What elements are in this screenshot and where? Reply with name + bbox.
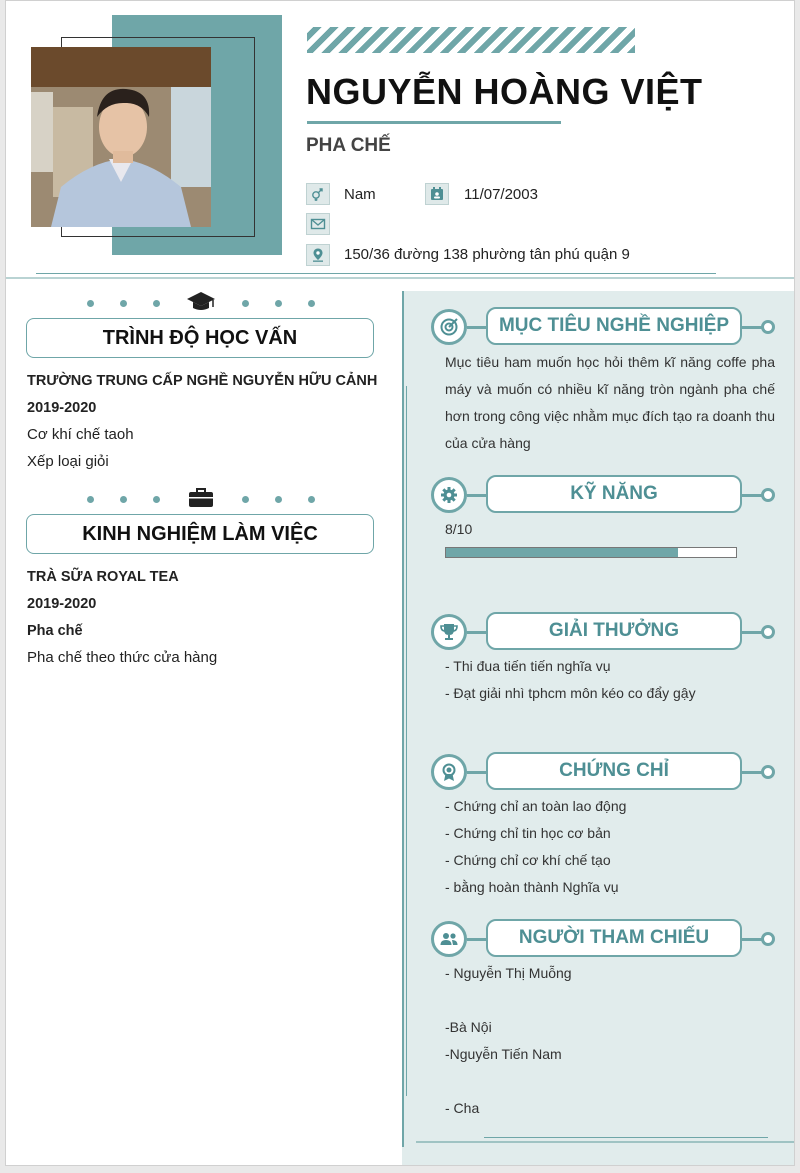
education-divider <box>26 290 376 316</box>
gender-icon <box>306 183 330 205</box>
skill-level-fill <box>446 548 678 557</box>
location-icon <box>306 244 330 266</box>
panel-divider-inner <box>406 386 407 1096</box>
skills-heading: KỸ NĂNG <box>486 475 742 513</box>
experience-divider <box>26 486 376 512</box>
education-period: 2019-2020 <box>27 400 97 416</box>
header-divider-inner <box>36 273 716 274</box>
panel-bottom-line-inner <box>484 1137 768 1138</box>
reference-item: -Nguyễn Tiến Nam <box>445 1046 562 1062</box>
graduation-cap-icon <box>186 289 216 318</box>
job-title: PHA CHẾ <box>306 135 391 156</box>
references-header <box>431 919 776 959</box>
objective-heading: MỤC TIÊU NGHỀ NGHIỆP <box>486 307 742 345</box>
certificate-item: - Chứng chỉ an toàn lao động <box>445 798 627 814</box>
certificates-header <box>431 752 776 792</box>
awards-heading: GIẢI THƯỞNG <box>486 612 742 650</box>
calendar-icon <box>425 183 449 205</box>
award-item: - Đạt giải nhì tphcm môn kéo co đẩy gậy <box>445 685 696 701</box>
gender-value: Nam <box>344 186 376 203</box>
briefcase-icon <box>186 485 216 514</box>
education-heading: TRÌNH ĐỘ HỌC VẤN <box>26 318 374 358</box>
experience-position: Pha chế <box>27 623 83 639</box>
reference-item: - Nguyễn Thị Muỗng <box>445 965 572 981</box>
certificate-item: - Chứng chỉ tin học cơ bản <box>445 825 611 841</box>
skill-level-bar <box>445 547 737 558</box>
skills-header <box>431 475 776 515</box>
certificate-item: - Chứng chỉ cơ khí chế tạo <box>445 852 611 868</box>
objective-text: Mục tiêu ham muốn học hỏi thêm kĩ năng coffe pha máy và muốn có nhiều kĩ năng tròn ngành pha chế hơn trong công việc nhằm mục đích tạo ra doanh thu của cửa hàng <box>445 354 775 451</box>
target-icon <box>431 309 467 345</box>
education-school: TRƯỜNG TRUNG CẤP NGHỀ NGUYỄN HỮU CẢNH <box>27 373 378 389</box>
skill-rating: 8/10 <box>445 521 473 537</box>
reference-item: - Cha <box>445 1100 480 1116</box>
users-icon <box>431 921 467 957</box>
certificates-heading: CHỨNG CHỈ <box>486 752 742 790</box>
award-item: - Thi đua tiến tiến nghĩa vụ <box>445 658 611 674</box>
name-underline <box>307 121 561 124</box>
references-heading: NGƯỜI THAM CHIẾU <box>486 919 742 957</box>
address-value: 150/36 đường 138 phường tân phú quận 9 <box>344 246 630 263</box>
experience-period: 2019-2020 <box>27 596 97 612</box>
medal-icon <box>431 754 467 790</box>
header-divider <box>6 277 795 279</box>
experience-heading: KINH NGHIỆM LÀM VIỆC <box>26 514 374 554</box>
certificate-item: - bằng hoàn thành Nghĩa vụ <box>445 879 619 895</box>
cv-page <box>5 0 795 1166</box>
gear-icon <box>431 477 467 513</box>
experience-company: TRÀ SỮA ROYAL TEA <box>27 569 179 585</box>
profile-photo <box>31 47 211 227</box>
full-name: NGUYỄN HOÀNG VIỆT <box>306 71 703 112</box>
panel-divider <box>402 291 404 1147</box>
education-rank: Xếp loại giỏi <box>27 453 109 470</box>
birthday-value: 11/07/2003 <box>464 186 538 203</box>
objective-header <box>431 307 776 347</box>
mail-icon <box>306 213 330 235</box>
awards-header <box>431 612 776 652</box>
education-major: Cơ khí chế taoh <box>27 426 134 443</box>
trophy-icon <box>431 614 467 650</box>
panel-bottom-line <box>416 1141 795 1143</box>
experience-description: Pha chế theo thức cửa hàng <box>27 649 218 666</box>
header-stripes <box>307 27 635 53</box>
reference-item: -Bà Nội <box>445 1019 492 1035</box>
